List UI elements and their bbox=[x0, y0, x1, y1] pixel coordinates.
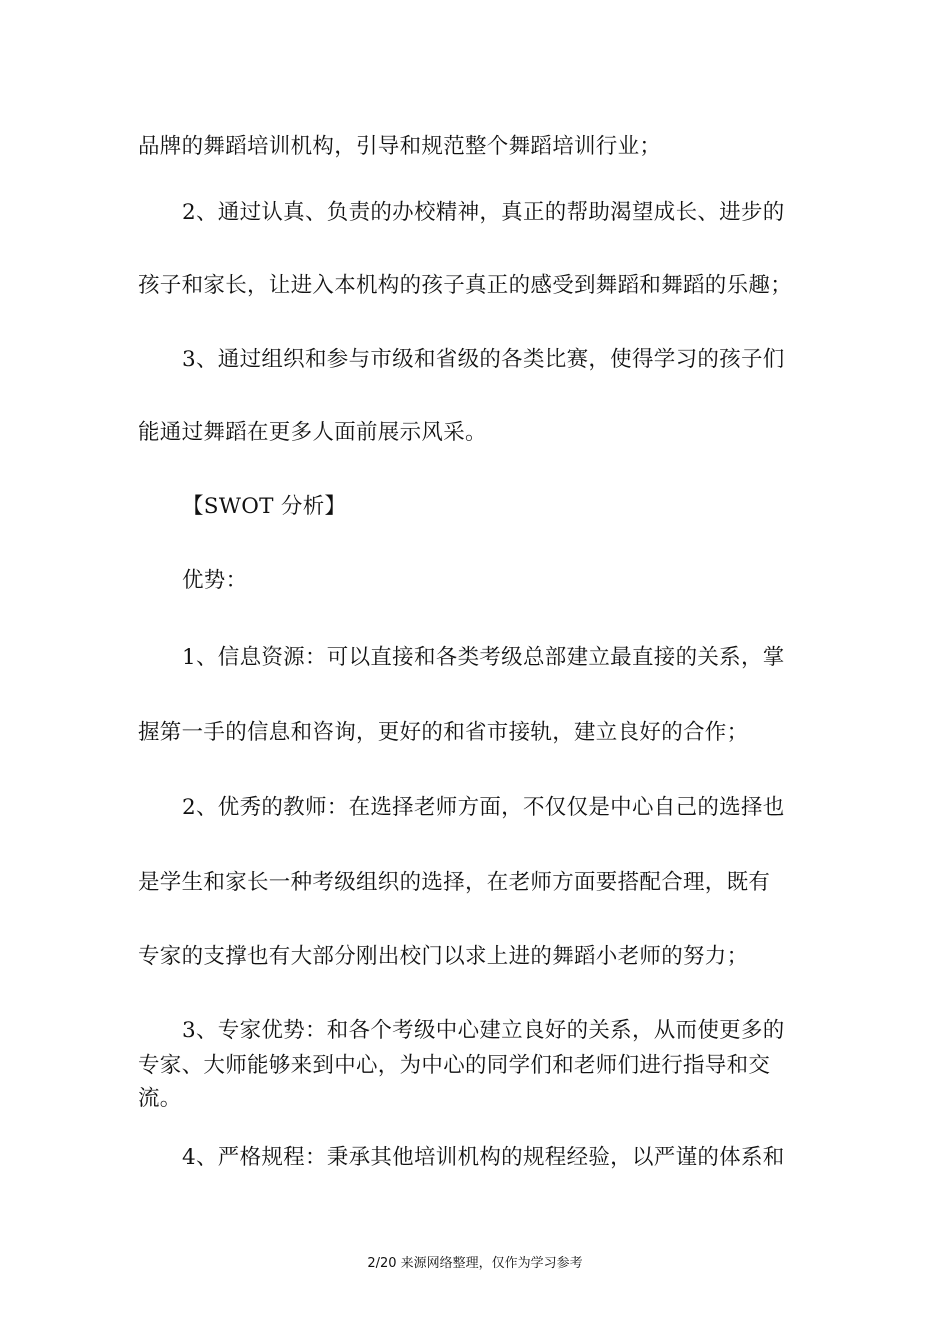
text-line: 是学生和家长一种考级组织的选择，在老师方面要搭配合理，既有 bbox=[138, 870, 771, 895]
subsection-heading: 优势： bbox=[182, 568, 248, 593]
text-line: 专家、大师能够来到中心，为中心的同学们和老师们进行指导和交 bbox=[138, 1053, 771, 1078]
text-line: 能通过舞蹈在更多人面前展示风采。 bbox=[138, 420, 487, 445]
text-line: 3、通过组织和参与市级和省级的各类比赛，使得学习的孩子们 bbox=[182, 347, 785, 372]
text-line: 品牌的舞蹈培训机构，引导和规范整个舞蹈培训行业； bbox=[138, 134, 662, 159]
text-line: 1、信息资源：可以直接和各类考级总部建立最直接的关系，掌 bbox=[182, 645, 785, 670]
text-line: 流。 bbox=[138, 1086, 182, 1111]
text-line: 专家的支撑也有大部分刚出校门以求上进的舞蹈小老师的努力； bbox=[138, 944, 749, 969]
text-line: 3、专家优势：和各个考级中心建立良好的关系，从而使更多的 bbox=[182, 1018, 785, 1043]
section-heading: 【SWOT 分析】 bbox=[182, 494, 347, 519]
text-line: 孩子和家长，让进入本机构的孩子真正的感受到舞蹈和舞蹈的乐趣； bbox=[138, 273, 793, 298]
text-line: 4、严格规程：秉承其他培训机构的规程经验，以严谨的体系和 bbox=[182, 1145, 785, 1170]
text-line: 2、优秀的教师：在选择老师方面，不仅仅是中心自己的选择也 bbox=[182, 795, 785, 820]
text-line: 握第一手的信息和咨询，更好的和省市接轨，建立良好的合作； bbox=[138, 720, 749, 745]
text-line: 2、通过认真、负责的办校精神，真正的帮助渴望成长、进步的 bbox=[182, 200, 785, 225]
page-footer: 2/20 来源网络整理，仅作为学习参考 bbox=[367, 1256, 583, 1271]
